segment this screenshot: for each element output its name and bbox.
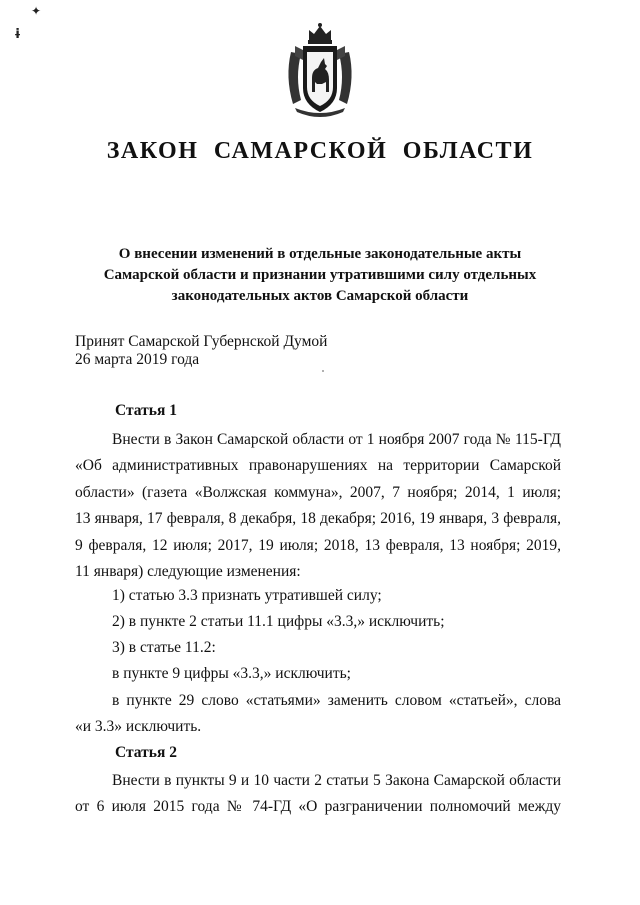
paragraph-line: 13 января, 17 февраля, 8 декабря, 18 декабря; 2016, 19 января, 3 февраля, <box>75 510 561 528</box>
scan-mark: ✦ <box>31 4 42 18</box>
article-1-paragraph <box>75 427 561 585</box>
paragraph-line: Внести в пункты 9 и 10 части 2 статьи 5 Закона Самарской области <box>112 772 561 789</box>
scan-mark: ɨ <box>14 27 22 42</box>
article-1-heading: Статья 1 <box>115 402 177 419</box>
scan-dot <box>322 370 324 372</box>
paragraph-line: от 6 июля 2015 года № 74-ГД «О разграничении полномочий между <box>75 798 561 816</box>
article-1-item: в пункте 9 цифры «3.3,» исключить; <box>112 665 351 682</box>
paragraph-line: области» (газета «Волжская коммуна», 2007, 7 ноября; 2014, 1 июля; <box>75 483 561 501</box>
article-2-paragraph <box>75 768 561 821</box>
paragraph-line: «и 3.3» исключить. <box>75 718 202 736</box>
adoption-info <box>75 333 327 369</box>
paragraph-line: 11 января) следующие изменения: <box>75 562 301 580</box>
law-subject <box>70 244 570 307</box>
subject-line: законодательных актов Самарской области <box>171 288 469 304</box>
article-2-heading: Статья 2 <box>115 744 177 761</box>
article-1-item: 2) в пункте 2 статьи 11.1 цифры «3.3,» исключить; <box>112 613 445 630</box>
subject-line: О внесении изменений в отдельные законодательные акты <box>118 246 522 262</box>
article-1-item: 1) статью 3.3 признать утратившей силу; <box>112 587 382 604</box>
adoption-date: 26 марта 2019 года <box>75 351 200 368</box>
paragraph-line: Внести в Закон Самарской области от 1 ноября 2007 года № 115-ГД <box>112 431 561 448</box>
adoption-body: Принят Самарской Губернской Думой <box>75 333 328 350</box>
paragraph-line: 9 февраля, 12 июля; 2017, 19 июля; 2018, 13 февраля, 13 ноября; 2019, <box>75 536 561 554</box>
article-1-item-continued <box>75 688 561 741</box>
paragraph-line: в пункте 29 слово «статьями» заменить словом «статьей», слова <box>112 692 561 709</box>
samara-region-coat-of-arms-icon <box>281 22 359 120</box>
paragraph-line: «Об административных правонарушениях на территории Самарской <box>75 457 561 475</box>
document-title: ЗАКОН САМАРСКОЙ ОБЛАСТИ <box>106 138 534 164</box>
subject-line: Самарской области и признании утратившими силу отдельных <box>103 267 537 283</box>
article-1-item: 3) в статье 11.2: <box>112 639 216 656</box>
